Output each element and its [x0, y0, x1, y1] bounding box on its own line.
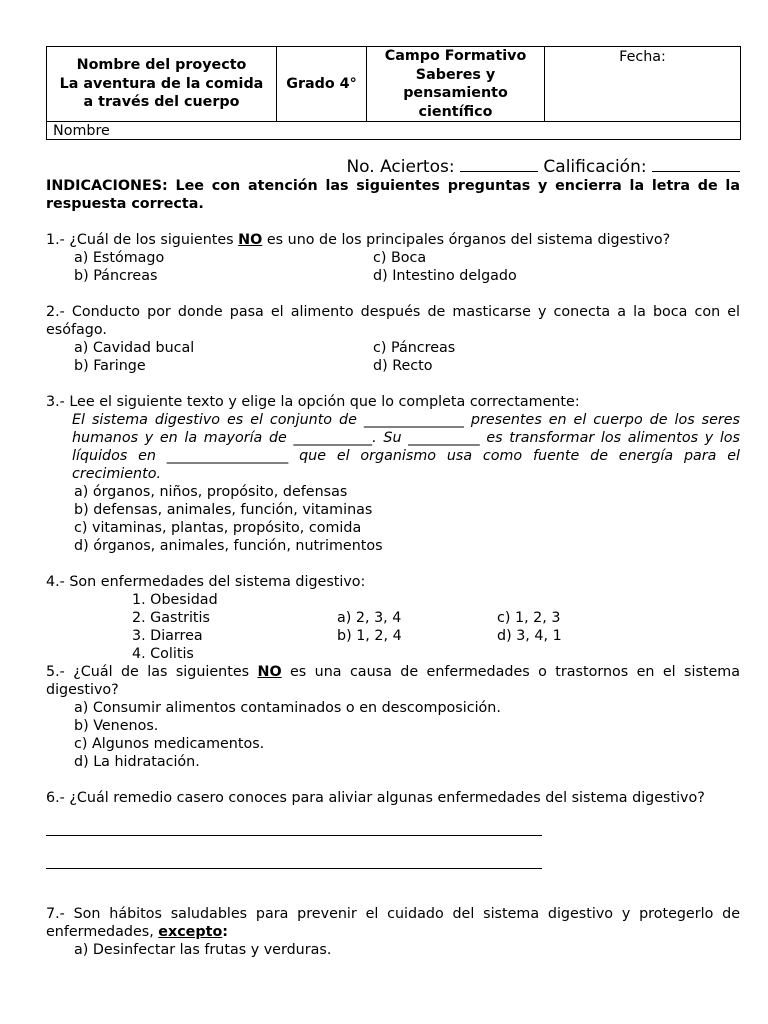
q4-item-4: 4. Colitis — [132, 646, 194, 662]
question-1-post: es uno de los principales órganos del sistema digestivo? — [262, 232, 671, 248]
q1-option-a[interactable]: a) Estómago — [74, 250, 165, 266]
fecha-cell[interactable] — [545, 47, 741, 122]
question-5-emphasis: NO — [257, 664, 282, 680]
question-7 — [46, 905, 740, 959]
q3-option-b[interactable]: b) defensas, animales, función, vitaminas — [74, 502, 373, 518]
q2-option-d[interactable]: d) Recto — [373, 358, 433, 374]
campo-line3: pensamiento — [403, 85, 508, 101]
question-5-post: es una causa de enfermedades o trastornos en el sistema digestivo? — [46, 664, 740, 698]
project-name-line1: La aventura de la comida — [59, 75, 264, 92]
header-table — [46, 46, 741, 140]
question-7-pre: 7.- Son hábitos saludables para prevenir el cuidado del sistema digestivo y protegerlo de enfermedades, — [46, 906, 740, 940]
q2-option-a[interactable]: a) Cavidad bucal — [74, 340, 195, 356]
q3-option-d[interactable]: d) órganos, animales, función, nutrimentos — [74, 538, 383, 554]
question-5-pre: 5.- ¿Cuál de las siguientes — [46, 664, 258, 680]
grade-cell — [277, 47, 367, 122]
question-3 — [46, 393, 740, 555]
question-1-emphasis: NO — [238, 232, 263, 248]
project-name-line2: a través del cuerpo — [83, 94, 240, 111]
grade-label: Grado 4° — [286, 75, 357, 92]
nombre-cell[interactable] — [47, 122, 741, 140]
question-6-text: 6.- ¿Cuál remedio casero conoces para aliviar algunas enfermedades del sistema digestivo? — [46, 790, 705, 806]
q4-option-c[interactable]: c) 1, 2, 3 — [497, 610, 561, 626]
q1-option-d[interactable]: d) Intestino delgado — [373, 268, 517, 284]
q4-option-a[interactable]: a) 2, 3, 4 — [337, 610, 402, 626]
q5-option-c[interactable]: c) Algunos medicamentos. — [74, 736, 265, 752]
project-cell — [47, 47, 277, 122]
q4-option-b[interactable]: b) 1, 2, 4 — [337, 628, 402, 644]
question-2 — [46, 303, 740, 375]
campo-cell — [367, 47, 545, 122]
q1-option-b[interactable]: b) Páncreas — [74, 268, 158, 284]
question-4 — [46, 573, 740, 663]
question-1-pre: 1.- ¿Cuál de los siguientes — [46, 232, 239, 248]
question-2-text: 2.- Conducto por donde pasa el alimento después de masticarse y conecta a la boca con el esófago. — [46, 304, 740, 338]
question-3-passage: El sistema digestivo es el conjunto de ______________ presentes en el cuerpo de los seres humanos y en la mayoría de ___________. Su __________ es transformar los alimentos y los líquidos en _________________ que el organismo usa como fuente de energía para el crecimiento. — [72, 412, 740, 482]
q3-option-c[interactable]: c) vitaminas, plantas, propósito, comida — [74, 520, 362, 536]
question-7-text — [46, 905, 740, 941]
question-5 — [46, 663, 740, 771]
project-label: Nombre del proyecto — [76, 57, 247, 74]
calificacion-label: Calificación: — [543, 157, 647, 177]
q4-option-d[interactable]: d) 3, 4, 1 — [497, 628, 562, 644]
q2-option-c[interactable]: c) Páncreas — [373, 340, 456, 356]
question-3-text: 3.- Lee el siguiente texto y elige la opción que lo completa correctamente: — [46, 394, 580, 410]
q5-option-d[interactable]: d) La hidratación. — [74, 754, 200, 770]
question-5-text — [46, 663, 740, 699]
question-1-text — [46, 231, 740, 249]
q5-option-b[interactable]: b) Venenos. — [74, 718, 159, 734]
fecha-label: Fecha: — [619, 49, 666, 65]
question-6 — [46, 789, 740, 869]
aciertos-blank[interactable] — [460, 157, 538, 172]
score-line — [46, 157, 740, 177]
q7-option-a[interactable]: a) Desinfectar las frutas y verduras. — [74, 942, 332, 958]
q4-item-1: 1. Obesidad — [132, 592, 218, 608]
exam-page — [46, 46, 740, 959]
q3-option-a[interactable]: a) órganos, niños, propósito, defensas — [74, 484, 348, 500]
question-7-post: : — [222, 924, 228, 940]
q1-option-c[interactable]: c) Boca — [373, 250, 427, 266]
campo-line4: científico — [418, 103, 493, 120]
aciertos-label: No. Aciertos: — [346, 157, 455, 177]
nombre-label: Nombre — [53, 122, 110, 139]
campo-line1: Campo Formativo — [384, 48, 527, 64]
q2-option-b[interactable]: b) Faringe — [74, 358, 146, 374]
indicaciones: INDICACIONES: Lee con atención las siguientes preguntas y encierra la letra de la respuesta correcta. — [46, 178, 740, 212]
q4-item-2: 2. Gastritis — [132, 610, 210, 626]
q5-option-a[interactable]: a) Consumir alimentos contaminados o en descomposición. — [74, 700, 501, 716]
q4-item-3: 3. Diarrea — [132, 628, 203, 644]
question-1 — [46, 231, 740, 285]
calificacion-blank[interactable] — [652, 157, 740, 172]
campo-line2: Saberes y — [415, 66, 496, 83]
question-7-emphasis: excepto — [158, 924, 223, 940]
question-4-text: 4.- Son enfermedades del sistema digestivo: — [46, 574, 366, 590]
